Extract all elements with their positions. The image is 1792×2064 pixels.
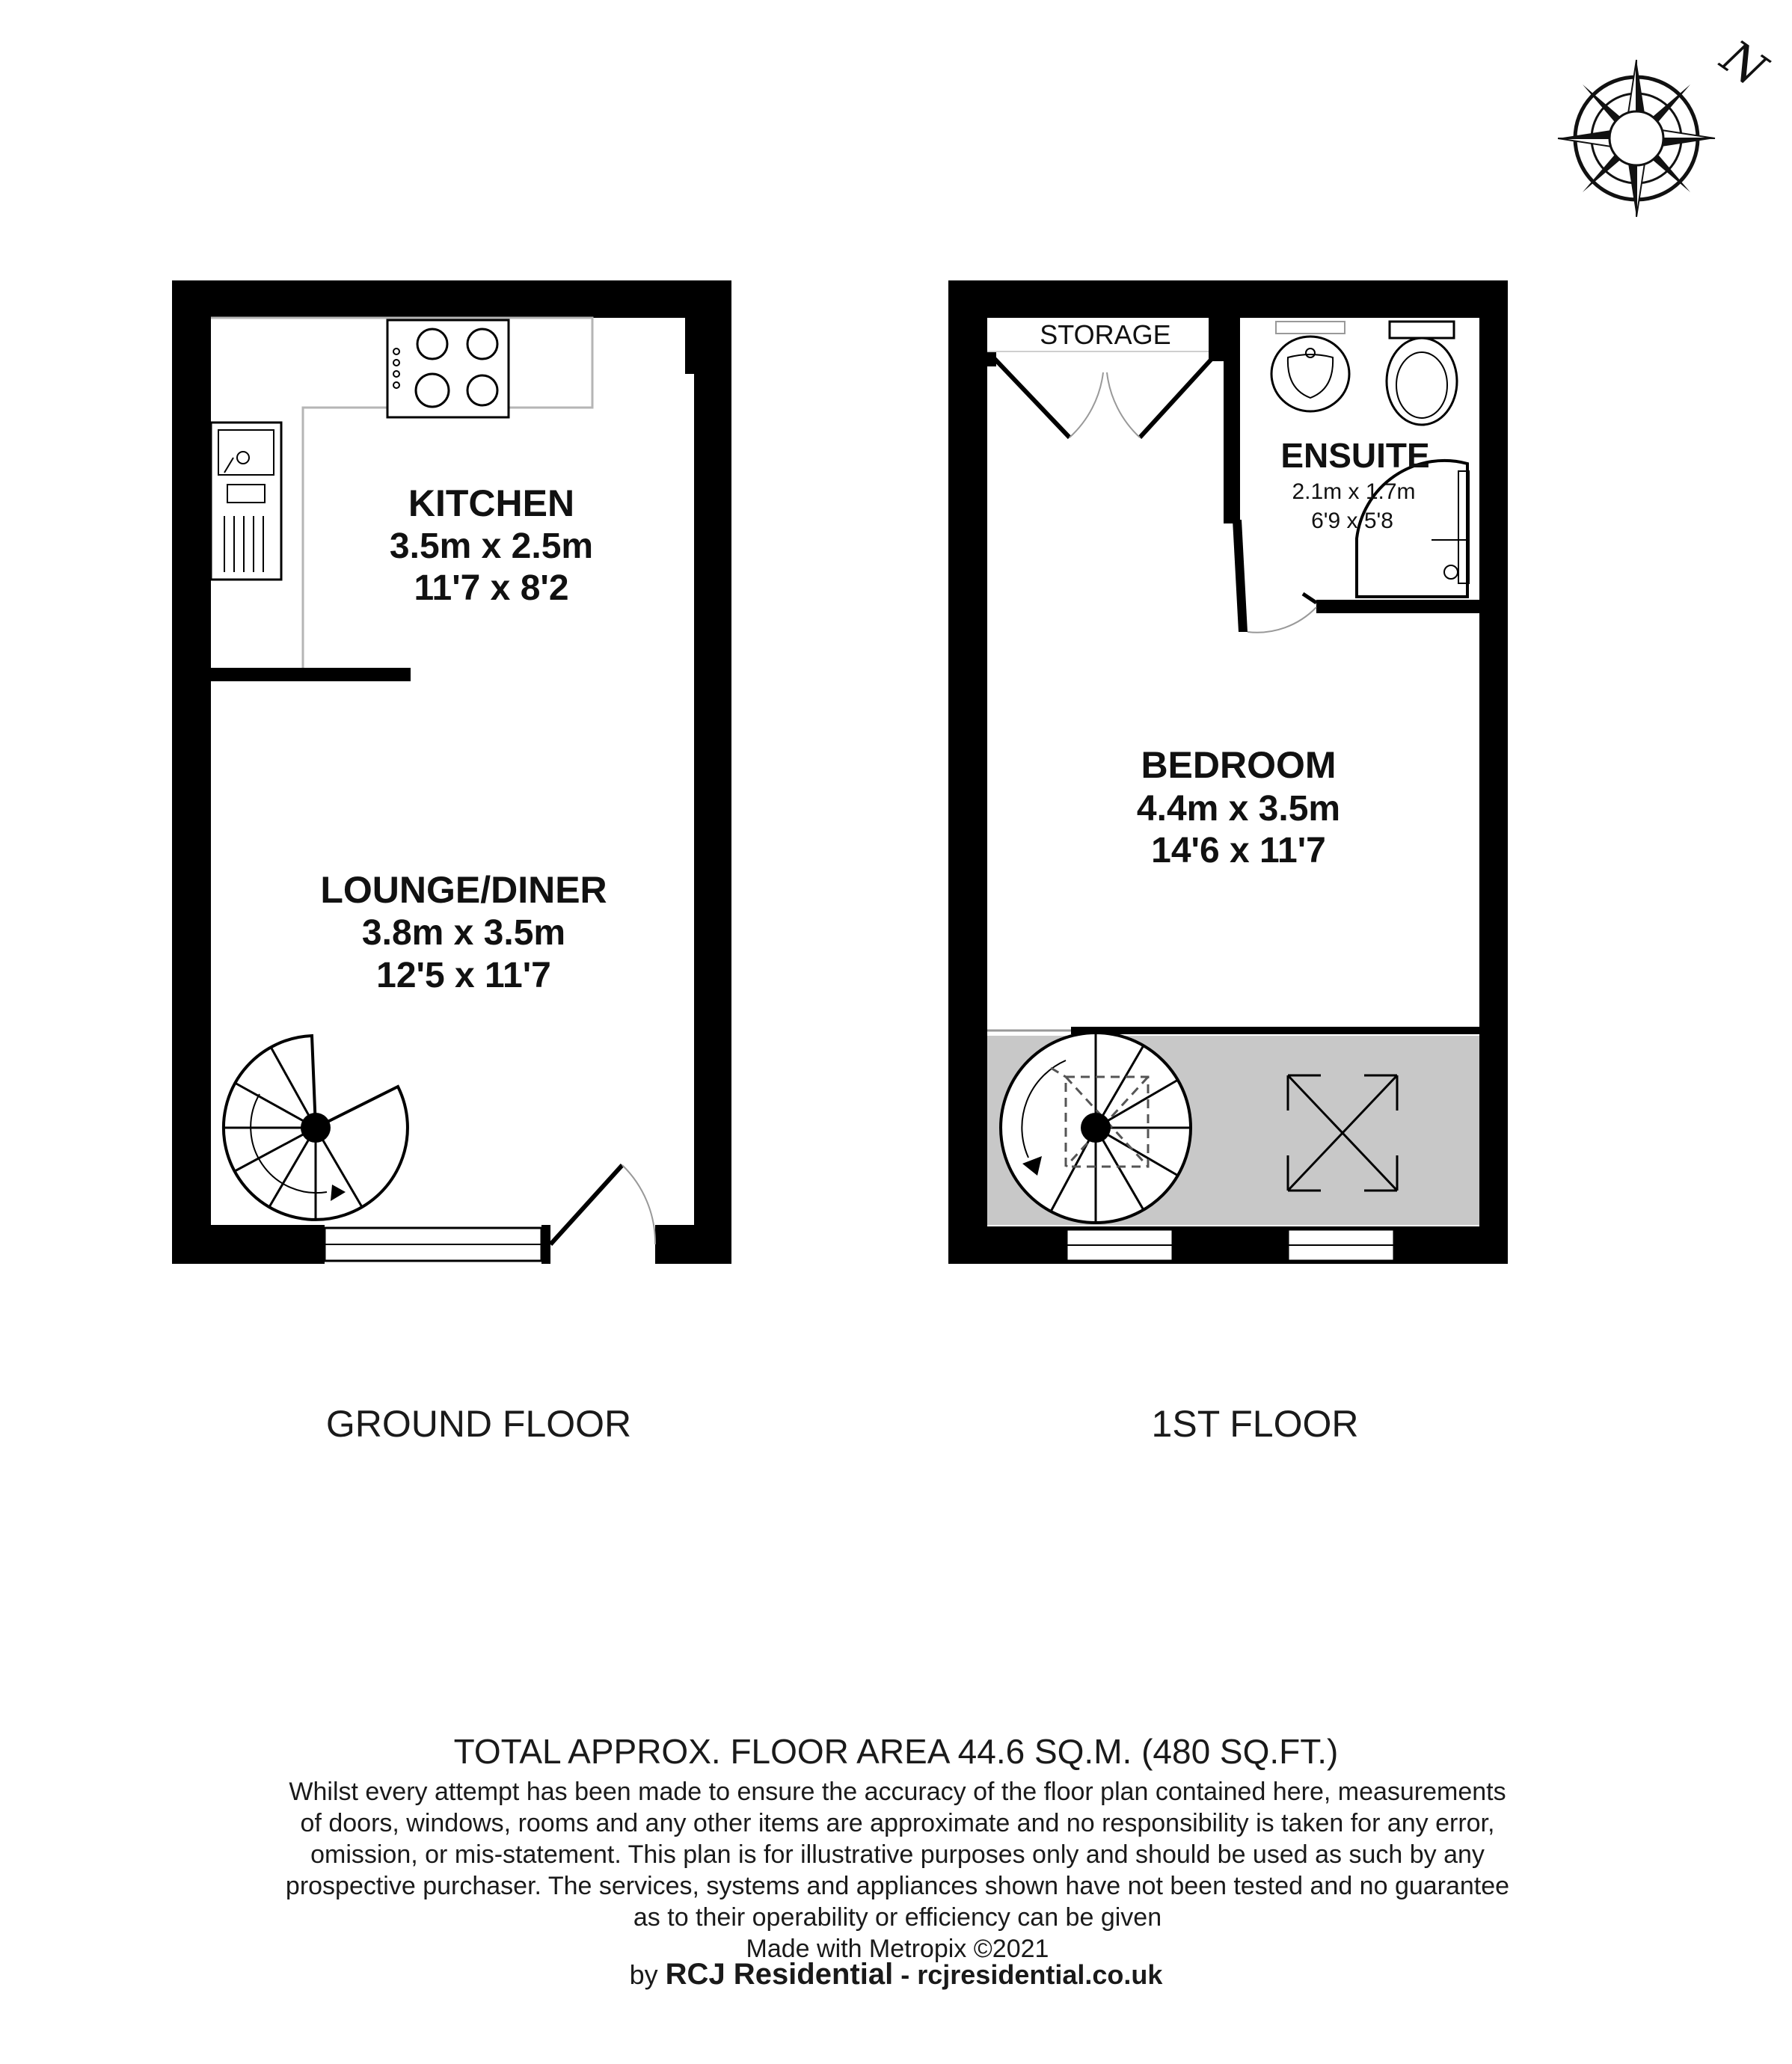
total-floor-area: TOTAL APPROX. FLOOR AREA 44.6 SQ.M. (480 SQ.FT.) — [453, 1732, 1339, 1771]
disclaimer-line: as to their operability or efficiency can be given — [633, 1903, 1162, 1932]
storage-wall-right — [1209, 318, 1224, 361]
basin-icon — [1271, 322, 1349, 411]
storage-doors — [987, 351, 1212, 437]
north-label: N — [1711, 29, 1776, 98]
ground-wall-bottom-right — [655, 1225, 731, 1264]
lounge-metric: 3.8m x 3.5m — [361, 913, 566, 953]
lounge-label — [320, 869, 607, 995]
first-wall-bottom — [948, 1226, 1508, 1264]
footer-url[interactable]: rcjresidential.co.uk — [917, 1959, 1163, 1990]
disclaimer-line: Whilst every attempt has been made to ensure the accuracy of the floor plan contained here, measurements — [289, 1778, 1506, 1806]
disclaimer-line: omission, or mis-statement. This plan is for illustrative purposes only and should be used as such by any — [310, 1840, 1485, 1869]
ground-wall-left — [172, 280, 211, 1264]
ground-wall-right — [694, 280, 731, 1264]
kitchen-metric: 3.5m x 2.5m — [389, 526, 594, 566]
ground-wall-pier — [685, 318, 702, 374]
footer-separator: - — [900, 1959, 910, 1990]
ensuite-imperial: 6'9 x 5'8 — [1311, 509, 1393, 533]
ensuite-wall-lower — [1233, 520, 1248, 632]
ensuite-door — [1248, 594, 1316, 633]
ground-floor-plan — [172, 280, 731, 1264]
ground-wall-bottom-mid — [541, 1225, 550, 1264]
first-wall-right — [1479, 280, 1508, 1264]
ensuite-wall-bottom — [1316, 600, 1479, 613]
storage-label: STORAGE — [1040, 319, 1171, 350]
kitchen-sink-icon — [211, 423, 281, 580]
footer — [0, 1958, 1792, 1991]
ground-wall-bottom-left — [172, 1225, 325, 1264]
bedroom-metric: 4.4m x 3.5m — [1136, 789, 1341, 829]
bedroom-label — [1137, 744, 1340, 870]
footer-brand: RCJ Residential — [665, 1958, 894, 1991]
kitchen-name: KITCHEN — [408, 482, 575, 524]
first-wall-top — [948, 280, 1508, 318]
ground-wall-top — [172, 280, 731, 318]
disclaimer-line: prospective purchaser. The services, systems and appliances shown have not been tested and no guarantee — [285, 1872, 1510, 1900]
spiral-staircase-upper-icon — [1001, 1033, 1191, 1223]
disclaimer — [172, 1776, 1623, 1965]
compass-rose-icon — [1558, 28, 1778, 217]
lounge-imperial: 12'5 x 11'7 — [376, 956, 551, 995]
toilet-icon — [1387, 322, 1457, 425]
first-wall-left — [948, 280, 987, 1264]
ground-floor-label: GROUND FLOOR — [325, 1403, 632, 1445]
void-edge-line — [1071, 1027, 1479, 1034]
ensuite-wall-left — [1224, 318, 1240, 523]
bedroom-imperial: 14'6 x 11'7 — [1151, 831, 1326, 870]
spiral-staircase-icon — [224, 1036, 408, 1220]
disclaimer-line: Made with Metropix ©2021 — [746, 1935, 1049, 1963]
kitchen-imperial: 11'7 x 8'2 — [414, 568, 569, 608]
ensuite-name: ENSUITE — [1280, 436, 1430, 475]
kitchen-partition-wall — [211, 668, 411, 681]
front-door — [550, 1165, 655, 1244]
ensuite-metric: 2.1m x 1.7m — [1292, 479, 1416, 504]
first-floor-label: 1ST FLOOR — [1151, 1403, 1359, 1445]
footer-by: by — [629, 1959, 658, 1990]
bedroom-name: BEDROOM — [1141, 744, 1337, 786]
hob-icon — [387, 320, 509, 417]
lounge-name: LOUNGE/DINER — [320, 869, 607, 911]
disclaimer-line: of doors, windows, rooms and any other items are approximate and no responsibility is taken for any error, — [300, 1809, 1495, 1837]
kitchen-label — [390, 482, 593, 608]
